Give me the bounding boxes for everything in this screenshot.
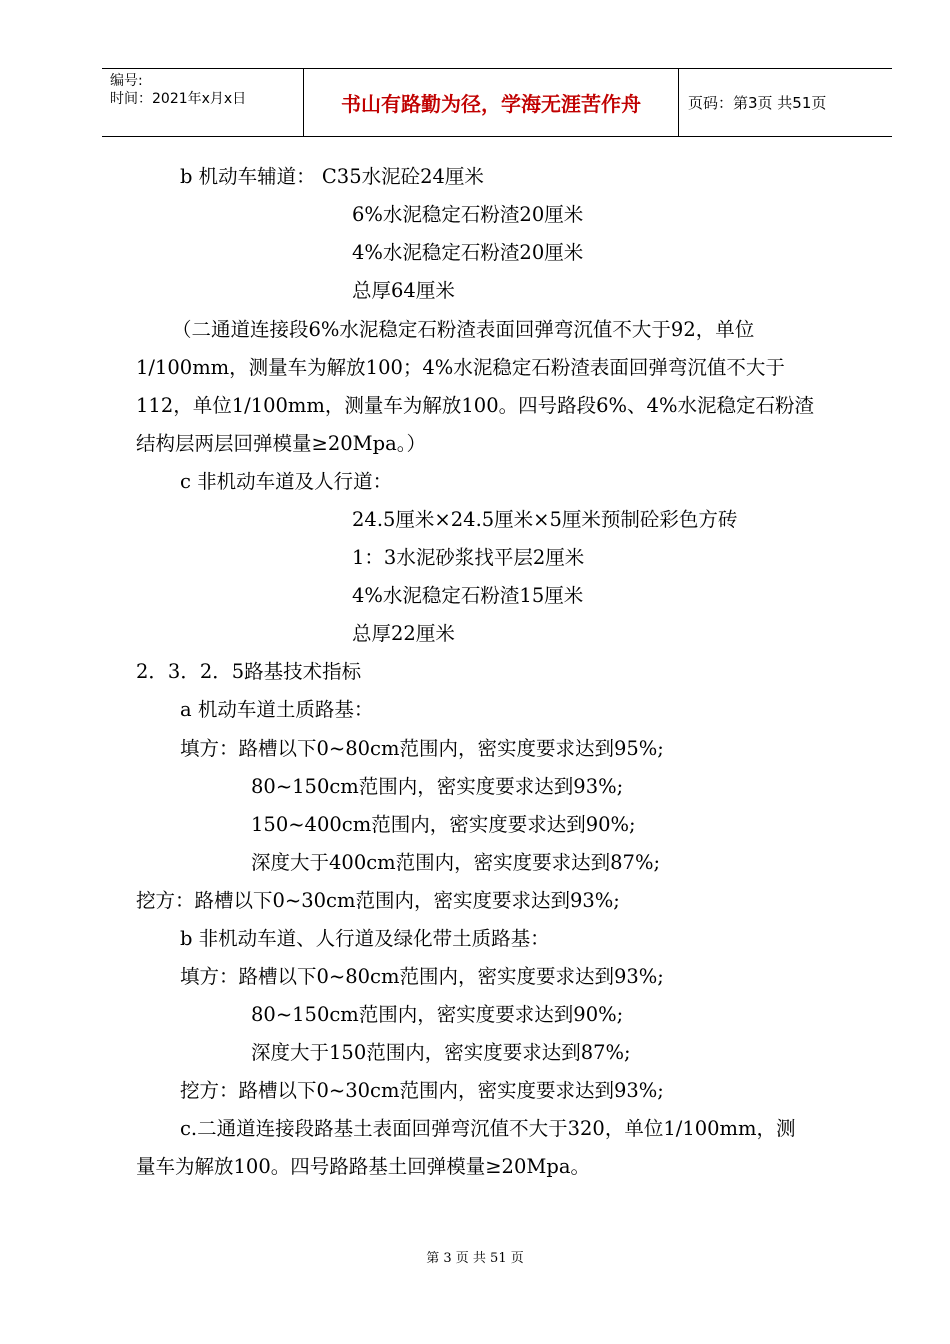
text-line: 填方：路槽以下0~80cm范围内，密实度要求达到93%; bbox=[180, 965, 664, 988]
text-line: 总厚64厘米 bbox=[352, 279, 455, 302]
text-line: 挖方：路槽以下0~30cm范围内，密实度要求达到93%; bbox=[136, 889, 620, 912]
text-line: 150~400cm范围内，密实度要求达到90%; bbox=[251, 813, 636, 836]
text-line: a 机动车道土质路基： bbox=[180, 698, 374, 721]
time-label: 时间：2021年x月x日 bbox=[110, 91, 247, 107]
text-line: 24.5厘米×24.5厘米×5厘米预制砼彩色方砖 bbox=[352, 508, 738, 531]
header-motto: 书山有路勤为径，学海无涯苦作舟 bbox=[303, 69, 679, 136]
text-line: 填方：路槽以下0~80cm范围内，密实度要求达到95%; bbox=[180, 737, 664, 760]
text-line: 6%水泥稳定石粉渣20厘米 bbox=[352, 203, 584, 226]
page-header bbox=[102, 68, 892, 137]
text-line: 80~150cm范围内，密实度要求达到90%; bbox=[251, 1003, 624, 1026]
text-line: c.二通道连接段路基土表面回弹弯沉值不大于320，单位1/100mm，测 bbox=[180, 1117, 796, 1140]
header-meta bbox=[102, 69, 303, 136]
page-footer: 第 3 页 共 51 页 bbox=[426, 1251, 524, 1266]
text-line: 4%水泥稳定石粉渣20厘米 bbox=[352, 241, 584, 264]
header-page-code: 页码：第3页 共51页 bbox=[688, 94, 827, 112]
text-line: 挖方：路槽以下0~30cm范围内，密实度要求达到93%; bbox=[180, 1079, 664, 1102]
text-line: 结构层两层回弹模量≥20Mpa。） bbox=[136, 432, 426, 455]
text-line: 深度大于400cm范围内，密实度要求达到87%; bbox=[251, 851, 661, 874]
text-line: b 机动车辅道： C35水泥砼24厘米 bbox=[180, 165, 484, 188]
text-line: 总厚22厘米 bbox=[352, 622, 455, 645]
text-line: 1：3水泥砂浆找平层2厘米 bbox=[352, 546, 585, 569]
text-line: 4%水泥稳定石粉渣15厘米 bbox=[352, 584, 584, 607]
text-line: b 非机动车道、人行道及绿化带土质路基： bbox=[180, 927, 550, 950]
text-line: 80~150cm范围内，密实度要求达到93%; bbox=[251, 775, 624, 798]
text-line: 1/100mm，测量车为解放100；4%水泥稳定石粉渣表面回弹弯沉值不大于 bbox=[136, 356, 785, 379]
section-heading: 2．3．2．5路基技术指标 bbox=[136, 660, 362, 683]
text-line: 112，单位1/100mm，测量车为解放100。四号路段6%、4%水泥稳定石粉渣 bbox=[136, 394, 814, 417]
text-line: 深度大于150范围内，密实度要求达到87%; bbox=[251, 1041, 631, 1064]
text-line: c 非机动车道及人行道： bbox=[180, 470, 393, 493]
text-line: 量车为解放100。四号路路基土回弹模量≥20Mpa。 bbox=[136, 1155, 590, 1178]
text-line: （二通道连接段6%水泥稳定石粉渣表面回弹弯沉值不大于92，单位 bbox=[172, 318, 755, 341]
number-label: 编号: bbox=[110, 73, 143, 89]
